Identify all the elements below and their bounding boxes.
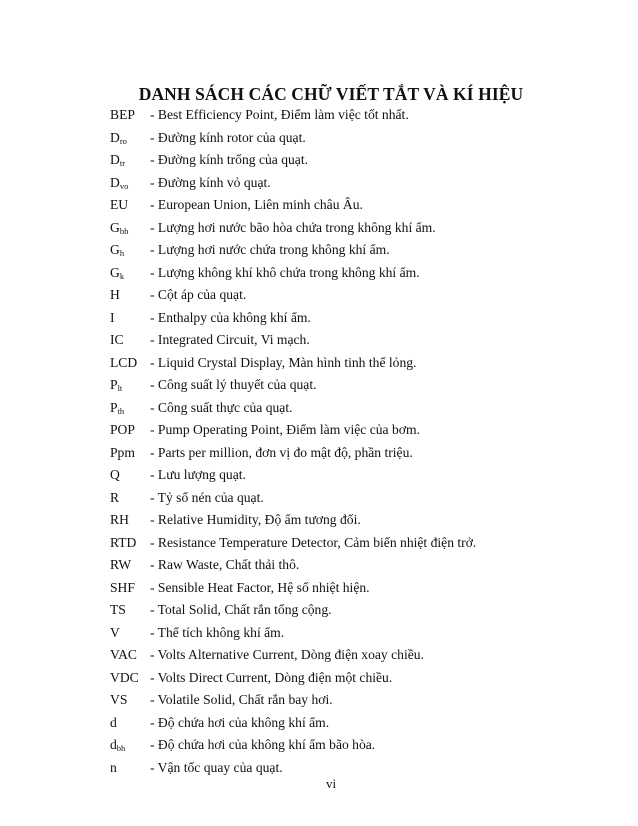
abbreviation-main: VS (110, 692, 128, 707)
abbreviation-definition: - Pump Operating Point, Điểm làm việc của bơm. (150, 422, 420, 437)
abbreviation-row (0, 149, 638, 171)
abbreviation-row (0, 239, 638, 261)
abbreviation-term (110, 577, 135, 599)
abbreviation-main: BEP (110, 107, 135, 122)
abbreviation-main: IC (110, 332, 124, 347)
abbreviation-subscript: th (117, 405, 125, 416)
abbreviation-subscript: lt (117, 383, 123, 393)
abbreviation-term (110, 712, 117, 734)
abbreviation-definition: - Đường kính trống của quạt. (150, 152, 309, 167)
abbreviation-row (0, 554, 638, 576)
abbreviation-definition: - Integrated Circuit, Vi mạch. (150, 332, 310, 347)
abbreviation-term (110, 622, 120, 644)
abbreviation-subscript: bh (116, 743, 126, 753)
abbreviation-row (0, 352, 638, 374)
abbreviation-definition: - Lượng hơi nước bão hòa chứa trong không khí ẩm. (150, 219, 436, 235)
abbreviation-term (110, 442, 135, 464)
abbreviation-term (110, 104, 135, 126)
abbreviation-definition: - Công suất lý thuyết của quạt. (150, 377, 317, 392)
abbreviation-main: EU (110, 197, 129, 212)
abbreviation-term (110, 352, 137, 374)
abbreviation-row (0, 622, 638, 644)
abbreviation-main: R (110, 489, 120, 505)
abbreviation-subscript: ro (119, 135, 127, 146)
abbreviation-term (110, 149, 125, 171)
abbreviation-subscript: bh (119, 225, 129, 236)
abbreviation-main: VDC (110, 669, 139, 685)
abbreviation-definition: - Liquid Crystal Display, Màn hình tinh thể lỏng. (150, 354, 417, 370)
abbreviation-main: RTD (110, 534, 137, 550)
abbreviation-definition: - Total Solid, Chất rắn tổng cộng. (150, 602, 332, 617)
abbreviation-term (110, 127, 127, 149)
abbreviation-term (110, 644, 137, 666)
abbreviation-definition: - Lượng không khí khô chứa trong không khí ẩm. (150, 264, 420, 280)
abbreviation-main: H (110, 287, 120, 302)
abbreviation-row (0, 464, 638, 486)
abbreviation-definition: - Raw Waste, Chất thải thô. (150, 557, 300, 572)
abbreviation-definition: - Tỷ số nén của quạt. (150, 489, 264, 505)
abbreviation-main: G (110, 242, 120, 257)
abbreviation-row (0, 599, 638, 621)
abbreviation-row (0, 329, 638, 351)
abbreviation-row (0, 532, 638, 554)
abbreviation-main: P (110, 377, 118, 392)
abbreviation-definition: - Resistance Temperature Detector, Cảm biến nhiệt điện trở. (150, 534, 477, 550)
abbreviation-term (110, 599, 126, 621)
abbreviation-row (0, 689, 638, 711)
abbreviation-row (0, 442, 638, 464)
abbreviation-row (0, 217, 638, 239)
abbreviation-term (110, 487, 119, 509)
abbreviation-main: G (110, 264, 120, 280)
abbreviation-row (0, 262, 638, 284)
abbreviation-term (110, 554, 131, 576)
abbreviation-subscript: vo (119, 180, 129, 191)
abbreviation-row (0, 374, 638, 396)
abbreviation-definition: - Đường kính vỏ quạt. (150, 174, 271, 190)
abbreviation-definition: - Volts Alternative Current, Dòng điện xoay chiều. (150, 647, 424, 662)
abbreviation-term (110, 734, 125, 756)
abbreviation-row (0, 127, 638, 149)
abbreviation-row (0, 194, 638, 216)
abbreviation-definition: - Độ chứa hơi của không khí ẩm. (150, 714, 330, 730)
abbreviation-main: d (110, 714, 117, 730)
abbreviation-definition: - Relative Humidity, Độ ẩm tương đối. (150, 512, 361, 527)
abbreviation-row (0, 104, 638, 126)
abbreviation-subscript: k (119, 270, 125, 281)
abbreviation-term (110, 419, 135, 441)
abbreviation-row (0, 577, 638, 599)
abbreviation-definition: - Volts Direct Current, Dòng điện một chiều. (150, 669, 393, 685)
abbreviation-definition: - Cột áp của quạt. (150, 287, 247, 302)
abbreviation-row (0, 509, 638, 531)
abbreviation-definition: - Lưu lượng quạt. (150, 467, 246, 482)
abbreviation-main: VAC (110, 647, 137, 662)
abbreviation-definition: - Vận tốc quay của quạt. (150, 759, 283, 775)
abbreviation-row (0, 644, 638, 666)
abbreviation-definition: - Parts per million, đơn vị đo mật độ, phần triệu. (150, 444, 413, 460)
abbreviation-subscript: h (119, 248, 125, 258)
page-number: vi (325, 776, 337, 791)
abbreviation-term (110, 532, 136, 554)
abbreviation-term (110, 217, 128, 239)
abbreviation-row (0, 172, 638, 194)
abbreviation-definition: - Enthalpy của không khí ẩm. (150, 309, 311, 325)
abbreviation-definition: - Đường kính rotor của quạt. (150, 129, 306, 145)
abbreviation-term (110, 689, 127, 711)
abbreviation-main: P (110, 399, 118, 415)
abbreviation-term (110, 667, 139, 689)
abbreviation-main: D (110, 174, 120, 190)
abbreviation-definition: - Độ chứa hơi của không khí ẩm bão hòa. (150, 737, 376, 752)
abbreviation-row (0, 397, 638, 419)
abbreviation-definition: - Volatile Solid, Chất rắn bay hơi. (150, 692, 333, 707)
abbreviation-main: D (110, 129, 120, 145)
abbreviation-main: V (110, 624, 120, 640)
abbreviation-main: n (110, 759, 117, 775)
abbreviation-main: D (110, 152, 120, 167)
abbreviation-row (0, 307, 638, 329)
abbreviation-term (110, 307, 115, 329)
abbreviation-subscript: tr (119, 158, 126, 168)
abbreviation-definition: - Thể tích không khí ẩm. (150, 624, 285, 640)
abbreviation-term (110, 464, 120, 486)
abbreviation-term (110, 262, 124, 284)
abbreviation-main: G (110, 219, 120, 235)
abbreviation-term (110, 329, 124, 351)
abbreviation-main: Ppm (110, 444, 135, 460)
abbreviation-term (110, 239, 124, 261)
abbreviation-term (110, 509, 129, 531)
abbreviation-row (0, 487, 638, 509)
abbreviation-row (0, 667, 638, 689)
abbreviation-row (0, 712, 638, 734)
abbreviation-main: Q (110, 467, 120, 482)
abbreviation-term (110, 172, 128, 194)
abbreviation-definition: - Công suất thực của quạt. (150, 399, 293, 415)
abbreviation-definition: - Best Efficiency Point, Điểm làm việc tốt nhất. (150, 107, 409, 122)
abbreviation-term (110, 397, 124, 419)
abbreviation-main: POP (110, 422, 135, 437)
abbreviation-main: LCD (110, 354, 138, 370)
abbreviation-main: I (110, 309, 115, 325)
abbreviation-row (0, 284, 638, 306)
abbreviation-main: TS (110, 602, 126, 617)
abbreviation-main: d (110, 737, 117, 752)
page-title: DANH SÁCH CÁC CHỮ VIẾT TẮT VÀ KÍ HIỆU (138, 84, 524, 104)
abbreviation-main: SHF (110, 579, 135, 595)
abbreviation-definition: - Sensible Heat Factor, Hệ số nhiệt hiện. (150, 579, 370, 595)
abbreviation-row (0, 734, 638, 756)
abbreviation-term (110, 284, 120, 306)
abbreviation-term (110, 194, 128, 216)
abbreviation-row (0, 419, 638, 441)
abbreviation-definition: - European Union, Liên minh châu Âu. (150, 197, 363, 212)
abbreviation-term (110, 374, 122, 396)
abbreviation-main: RH (110, 512, 129, 527)
abbreviation-definition: - Lượng hơi nước chứa trong không khí ẩm. (150, 242, 390, 257)
abbreviation-main: RW (110, 557, 132, 572)
